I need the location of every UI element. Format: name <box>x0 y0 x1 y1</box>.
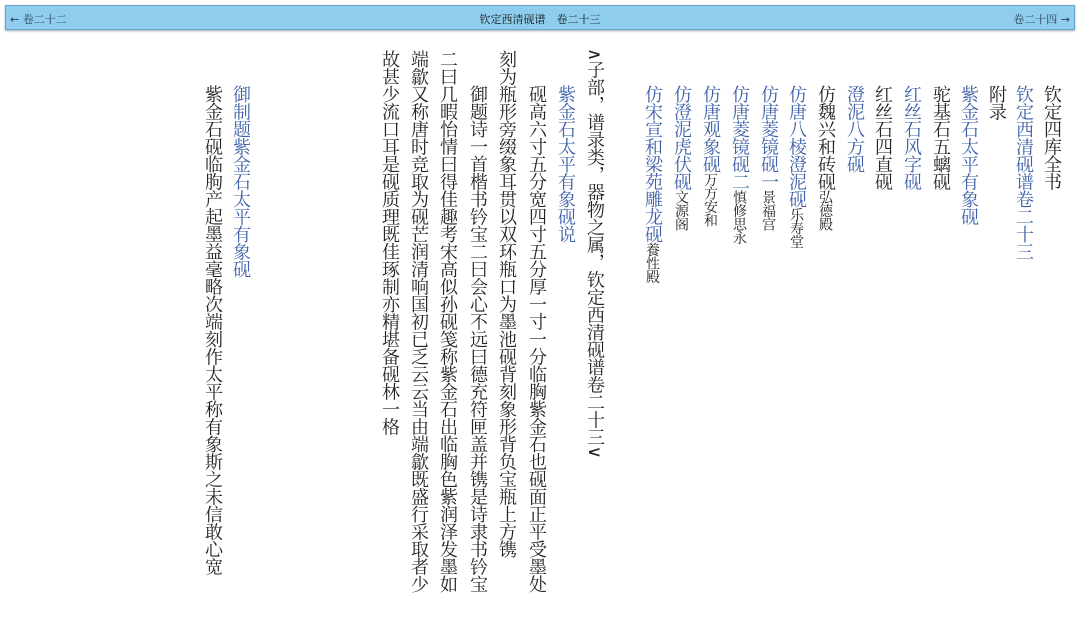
toc-item-link[interactable]: 仿唐观象砚 <box>700 85 721 173</box>
toc-item-link[interactable]: 仿唐菱镜砚二 <box>729 85 750 190</box>
toc-item <box>671 85 691 231</box>
toc-item-note: 文源阁 <box>673 190 689 231</box>
toc-item <box>786 85 806 248</box>
toc-item-link[interactable]: 仿唐八棱澄泥砚 <box>786 85 807 208</box>
body-paragraph: 二曰几暇怡情曰得佳趣考宋高似孙砚笺称紫金石出临胸色紫润泽发墨如 <box>437 50 458 593</box>
section-title: 紫金石太平有象砚说 <box>555 85 576 243</box>
classification-line: ∧子部，谱录类，器物之属，钦定西清砚谱卷二十三∨ <box>584 48 605 459</box>
toc-item: 红丝石四直砚 <box>872 85 893 190</box>
toc-item <box>758 85 778 231</box>
toc-item-link[interactable]: 仿澄泥虎伏砚 <box>671 85 692 190</box>
body-paragraph: 端歙又称唐时竞取为砚芒润清响国初已乏云云当由端歙既盛行采取者少 <box>408 50 429 593</box>
toc-item-name: 仿魏兴和砖砚 <box>815 85 836 190</box>
volume-title-link[interactable]: 钦定西清砚谱卷二十三 <box>1013 85 1034 260</box>
toc-item: 驼基石五螭砚 <box>930 85 951 190</box>
toc-item[interactable]: 紫金石太平有象砚 <box>958 85 979 225</box>
toc-item <box>815 85 835 231</box>
poem-title: 御制题紫金石太平有象砚 <box>230 85 251 278</box>
body-paragraph: 刻为瓶形旁缀象耳贯以双环瓶口为墨池砚背刻象形背负宝瓶上方镌 <box>496 50 517 558</box>
page-title: 钦定西清砚谱 卷二十三 <box>479 13 601 26</box>
next-volume-link[interactable]: 卷二十四 → <box>1013 13 1070 26</box>
toc-item <box>729 85 749 244</box>
toc-item <box>642 85 662 283</box>
toc-item[interactable]: 澄泥八方砚 <box>844 85 865 173</box>
poem-text: 紫金石砚临朐产起墨益毫略次端刻作太平称有象斯之未信敢心宽 <box>202 85 223 575</box>
toc-item <box>700 85 720 227</box>
body-paragraph: 故甚少流口耳是砚质理既佳琢制亦精堪备砚林一格 <box>379 50 400 435</box>
toc-item[interactable]: 红丝石风字砚 <box>901 85 922 190</box>
toc-item-note: 弘德殿 <box>817 190 833 231</box>
toc-item-link[interactable]: 仿唐菱镜砚一 <box>758 85 779 190</box>
navigation-bar <box>5 5 1075 30</box>
toc-item-note: 万方安和 <box>702 172 718 227</box>
body-paragraph: 砚高六寸五分宽四寸五分厚一寸一分临胸紫金石也砚面正平受墨处 <box>526 85 547 593</box>
series-title: 钦定四库全书 <box>1041 85 1062 190</box>
prev-volume-link[interactable]: ← 卷二十二 <box>10 13 67 26</box>
toc-item-note: 養性殿 <box>644 242 660 283</box>
toc-item-link[interactable]: 仿宋宣和梁苑雕龙砚 <box>642 85 663 243</box>
toc-item-note: 乐寿堂 <box>788 207 804 248</box>
appendix-label: 附录 <box>986 85 1007 120</box>
toc-item-note: 慎修思永 <box>731 190 747 244</box>
toc-item-note: 景福宫 <box>760 190 776 231</box>
body-paragraph: 御题诗一首楷书钤宝二曰会心不远曰德充符匣盖并镌是诗隶书钤宝 <box>467 85 488 593</box>
